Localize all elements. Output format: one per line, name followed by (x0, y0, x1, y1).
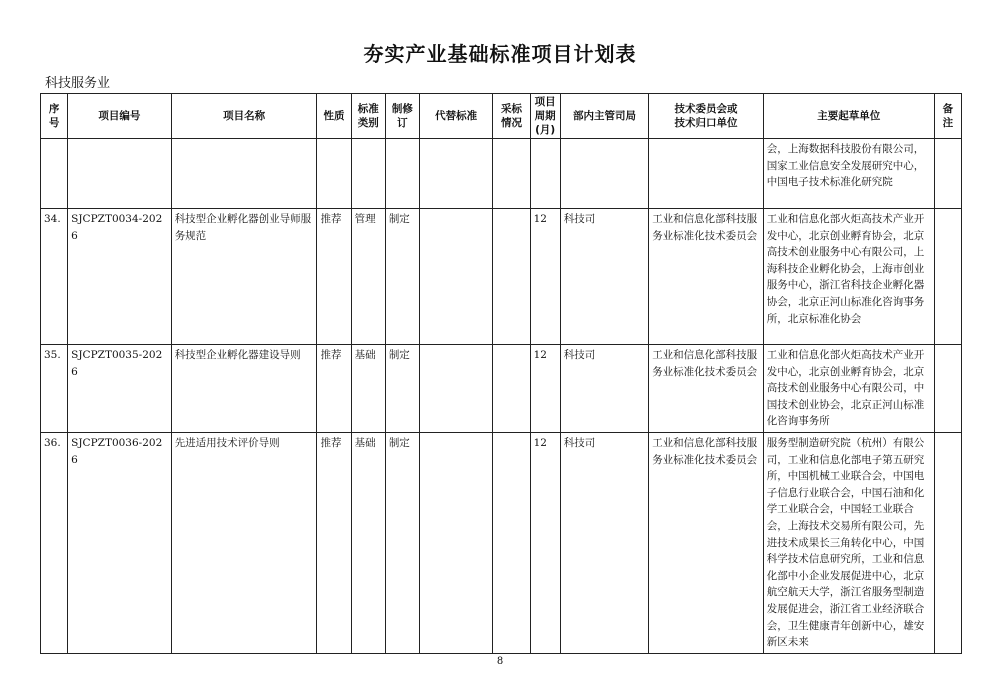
header-code: 项目编号 (68, 94, 172, 139)
cell-replace (419, 209, 492, 345)
cell-name: 科技型企业孵化器建设导则 (171, 345, 317, 433)
cell-drafters: 工业和信息化部火炬高技术产业开发中心，北京创业孵育协会，北京高技术创业服务中心有限公司，中国技术创业协会，北京正河山标准化咨询事务所 (763, 345, 934, 433)
cell-seq: 34. (41, 209, 68, 345)
header-seq-line1: 序 (48, 103, 60, 115)
cell-std-type: 基础 (351, 345, 385, 433)
cell-seq: 36. (41, 432, 68, 653)
cell-revise: 制定 (385, 345, 419, 433)
header-cycle (530, 94, 560, 139)
header-revise (385, 94, 419, 139)
header-remark-line2: 注 (942, 117, 954, 129)
cell-committee: 工业和信息化部科技服务业标准化技术委员会 (649, 432, 764, 653)
table-row (41, 432, 962, 653)
cell-drafters: 工业和信息化部火炬高技术产业开发中心，北京创业孵育协会，北京高技术创业服务中心有限公司，上海科技企业孵化协会，上海市创业服务中心，浙江省科技企业孵化器协会，北京正河山标准化咨询事务所，北京标准化协会 (763, 209, 934, 345)
table-header-row (41, 94, 962, 139)
table-row (41, 209, 962, 345)
cell-nature: 推荐 (317, 209, 351, 345)
header-committee-line1: 技术委员会或 (674, 103, 738, 115)
cell-dept: 科技司 (560, 345, 648, 433)
cell-code: SJCPZT0035-2026 (68, 345, 172, 433)
cell-drafters: 服务型制造研究院（杭州）有限公司，工业和信息化部电子第五研究所，中国机械工业联合会，中国电子信息行业联合会，中国石油和化学工业联合会，中国轻工业联合会，上海技术交易所有限公司，先进技术成果长三角转化中心，中国科学技术信息研究所，工业和信息化部中小企业发展促进中心，北京航空航天大学，浙江省服务型制造发展促进会，浙江省工业经济联合会，卫生健康青年创新中心，雄安新区未来 (763, 432, 934, 653)
header-cycle-line3: (月) (535, 124, 556, 136)
header-committee-line2: 技术归口单位 (674, 117, 738, 129)
cell-replace (419, 345, 492, 433)
cell-adopt (493, 432, 530, 653)
header-cycle-line1: 项目 (534, 96, 556, 108)
header-dept: 部内主管司局 (560, 94, 648, 139)
header-adopt (493, 94, 530, 139)
cell-committee: 工业和信息化部科技服务业标准化技术委员会 (649, 209, 764, 345)
page-title: 夯实产业基础标准项目计划表 (363, 42, 637, 66)
cell-adopt (493, 345, 530, 433)
cell-cycle: 12 (530, 209, 560, 345)
table-row-continuation (41, 139, 962, 209)
cell-cycle: 12 (530, 432, 560, 653)
header-adopt-line2: 情况 (500, 117, 522, 129)
header-adopt-line1: 采标 (500, 103, 522, 115)
header-drafters: 主要起草单位 (763, 94, 934, 139)
header-std-type (351, 94, 385, 139)
cell-committee: 工业和信息化部科技服务业标准化技术委员会 (649, 345, 764, 433)
cell-name: 先进适用技术评价导则 (171, 432, 317, 653)
cell-remark (934, 209, 961, 345)
cell-revise: 制定 (385, 209, 419, 345)
table-row (41, 345, 962, 433)
header-replace: 代替标准 (419, 94, 492, 139)
cell-remark (934, 432, 961, 653)
cell-nature: 推荐 (317, 345, 351, 433)
header-remark (934, 94, 961, 139)
cell-seq: 35. (41, 345, 68, 433)
cell-cycle: 12 (530, 345, 560, 433)
page-number: 8 (496, 656, 504, 667)
header-seq (41, 94, 68, 139)
header-cycle-line2: 周期 (534, 110, 556, 122)
cell-dept: 科技司 (560, 209, 648, 345)
header-committee (649, 94, 764, 139)
cell-dept: 科技司 (560, 432, 648, 653)
header-revise-line2: 订 (397, 117, 408, 129)
cell-drafters: 会，上海数据科技股份有限公司，国家工业信息安全发展研究中心，中国电子技术标准化研究院 (763, 139, 934, 209)
header-seq-line2: 号 (48, 117, 60, 129)
section-label: 科技服务业 (45, 76, 111, 91)
cell-code: SJCPZT0036-2026 (68, 432, 172, 653)
header-std-type-line1: 标准 (357, 103, 379, 115)
cell-std-type: 基础 (351, 432, 385, 653)
cell-name: 科技型企业孵化器创业导师服务规范 (171, 209, 317, 345)
cell-nature: 推荐 (317, 432, 351, 653)
header-remark-line1: 备 (942, 103, 954, 115)
header-revise-line1: 制修 (391, 103, 413, 115)
cell-remark (934, 345, 961, 433)
cell-adopt (493, 209, 530, 345)
header-nature: 性质 (317, 94, 351, 139)
header-std-type-line2: 类别 (357, 117, 379, 129)
cell-replace (419, 432, 492, 653)
standards-plan-table (40, 93, 962, 654)
cell-revise: 制定 (385, 432, 419, 653)
cell-code: SJCPZT0034-2026 (68, 209, 172, 345)
header-name: 项目名称 (171, 94, 317, 139)
cell-std-type: 管理 (351, 209, 385, 345)
